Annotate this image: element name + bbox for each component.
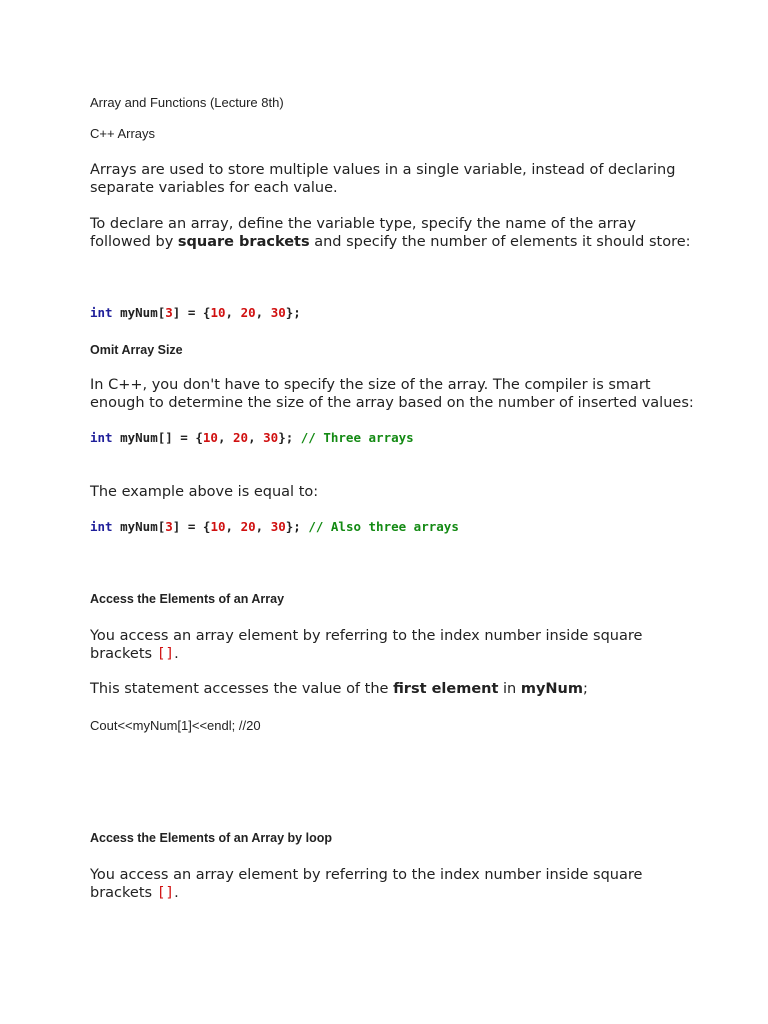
- paragraph-arrays-intro-line2: separate variables for each value.: [90, 180, 338, 196]
- code-number: 30: [270, 305, 286, 320]
- code-text: ,: [255, 519, 271, 534]
- text: ;: [583, 681, 588, 697]
- code-text: };: [285, 305, 301, 320]
- section-heading-access-by-loop: Access the Elements of an Array by loop: [90, 831, 332, 845]
- text: This statement accesses the value of the: [90, 681, 394, 697]
- paragraph-declare-line1: To declare an array, define the variable type, specify the name of the array: [90, 216, 636, 232]
- code-text: ] = {: [172, 519, 211, 534]
- code-example-omit: [90, 430, 414, 445]
- code-number: 10: [202, 430, 218, 445]
- paragraph-equal-to: The example above is equal to:: [90, 484, 319, 500]
- section-heading-omit-array-size: Omit Array Size: [90, 343, 183, 357]
- brackets-code: []: [156, 885, 175, 901]
- brackets-code: []: [156, 646, 175, 662]
- text: followed by: [90, 234, 178, 250]
- paragraph-access-line1: You access an array element by referring to the index number inside square: [90, 628, 643, 644]
- code-keyword: int: [90, 305, 113, 320]
- code-text: };: [285, 519, 309, 534]
- code-text: myNum[: [112, 305, 166, 320]
- text: .: [174, 885, 179, 901]
- code-number: 20: [240, 519, 256, 534]
- document-title: Array and Functions (Lecture 8th): [90, 95, 284, 110]
- paragraph-first-element: [90, 680, 588, 698]
- code-number: 3: [165, 519, 173, 534]
- code-comment: // Three arrays: [300, 430, 414, 445]
- section-heading-cpp-arrays: C++ Arrays: [90, 126, 156, 141]
- code-text: ] = {: [172, 305, 211, 320]
- code-keyword: int: [90, 430, 113, 445]
- text: .: [174, 646, 179, 662]
- code-number: 3: [165, 305, 173, 320]
- code-number: 30: [270, 519, 286, 534]
- code-number: 20: [240, 305, 256, 320]
- text: brackets: [90, 885, 157, 901]
- paragraph-loop-line1: You access an array element by referring to the index number inside square: [90, 867, 643, 883]
- code-text: };: [278, 430, 301, 445]
- code-example-declare: [90, 305, 301, 320]
- code-number: 10: [210, 519, 226, 534]
- paragraph-loop-line2: [90, 884, 179, 902]
- bold-first-element: first element: [393, 681, 499, 697]
- paragraph-omit-line1: In C++, you don't have to specify the size of the array. The compiler is smart: [90, 377, 651, 393]
- paragraph-omit-line2: enough to determine the size of the array based on the number of inserted values:: [90, 395, 694, 411]
- paragraph-arrays-intro-line1: Arrays are used to store multiple values in a single variable, instead of declaring: [90, 162, 676, 178]
- code-keyword: int: [90, 519, 113, 534]
- bold-square-brackets: square brackets: [177, 234, 310, 250]
- code-number: 10: [210, 305, 226, 320]
- code-text: ,: [255, 305, 271, 320]
- cout-statement: Cout<<myNum[1]<<endl; //20: [90, 718, 261, 733]
- text: brackets: [90, 646, 157, 662]
- code-text: ,: [225, 519, 241, 534]
- code-number: 20: [233, 430, 249, 445]
- section-heading-access-elements: Access the Elements of an Array: [90, 592, 285, 606]
- code-text: myNum[] = {: [112, 430, 203, 445]
- text: in: [498, 681, 521, 697]
- code-text: ,: [225, 305, 241, 320]
- code-text: ,: [217, 430, 234, 445]
- code-text: myNum[: [112, 519, 166, 534]
- text: and specify the number of elements it should store:: [309, 234, 691, 250]
- code-example-equal: [90, 519, 459, 534]
- code-text: ,: [248, 430, 264, 445]
- bold-mynum: myNum: [520, 681, 583, 697]
- code-comment: // Also three arrays: [308, 519, 459, 534]
- paragraph-declare-line2: [90, 233, 691, 251]
- code-number: 30: [263, 430, 279, 445]
- paragraph-access-line2: [90, 645, 179, 663]
